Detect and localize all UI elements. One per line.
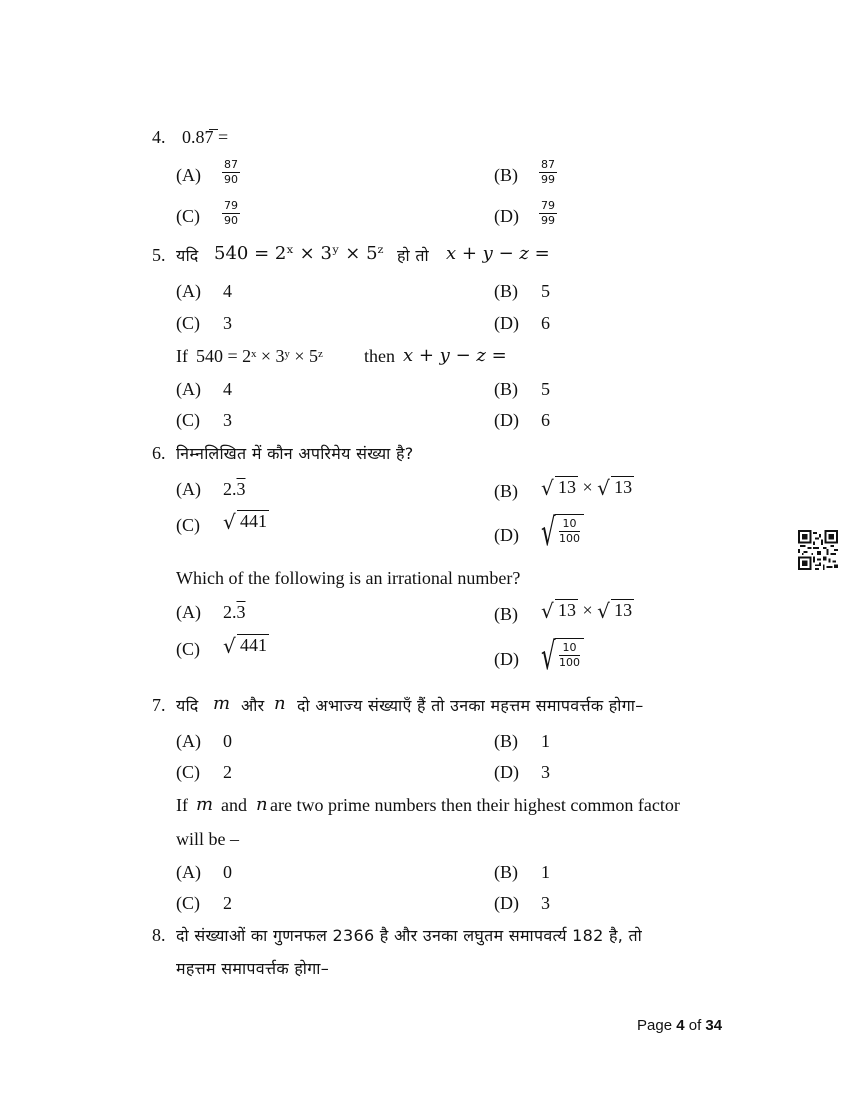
q6-en-option-a-label: (A): [176, 602, 201, 622]
q4-d-numerator: 79: [541, 199, 555, 212]
q7-en-option-c-value: 2: [223, 893, 232, 913]
q4-option-c-label: (C): [176, 206, 200, 226]
q4-option-d-fraction: [539, 199, 557, 228]
q7-hi-option-d-label: (D): [494, 762, 519, 782]
q8-stem-hindi-line2: महत्तम समापवर्त्तक होगा–: [176, 959, 330, 978]
q6-en-option-b-value: [541, 599, 634, 621]
sqrt-icon: √ 13: [541, 476, 576, 500]
q6-hi-option-b-value: [541, 476, 634, 498]
q6-hi-d-denominator: 100: [559, 532, 580, 545]
q6-en-option-b-label: (B): [494, 604, 518, 624]
sqrt-icon: √: [541, 510, 556, 554]
page-number: [637, 1017, 722, 1034]
q5-number: 5.: [152, 245, 166, 265]
q5-hi-option-c-value: 3: [223, 313, 232, 333]
sqrt-icon: √: [541, 634, 556, 678]
sqrt-icon: √ 13: [597, 476, 633, 500]
q7-stem-english-var-n: n: [256, 794, 268, 815]
q8-stem-hindi-line1: दो संख्याओं का गुणनफल 2366 है और उनका लघुतम समापवर्त्य 182 है, तो: [176, 926, 643, 945]
q6-hi-option-d-label: (D): [494, 525, 519, 545]
q6-en-a-base: 2.: [223, 602, 237, 622]
q5-en-option-a-label: (A): [176, 379, 201, 399]
q5-en-option-c-label: (C): [176, 410, 200, 430]
q4-b-numerator: 87: [541, 158, 555, 171]
q4-a-denominator: 90: [224, 173, 238, 186]
q5-stem-english-then: then: [364, 346, 395, 366]
q6-hi-option-a-label: (A): [176, 479, 201, 499]
q7-stem-hindi-var-m: m: [213, 693, 231, 714]
q7-stem-english-if: If: [176, 795, 188, 815]
q7-en-option-a-label: (A): [176, 862, 201, 882]
q7-en-option-d-label: (D): [494, 893, 519, 913]
q4-option-c-fraction: [222, 199, 240, 228]
q5-stem-hindi-ho-to: हो तो: [397, 246, 429, 265]
q4-c-denominator: 90: [224, 214, 238, 227]
q4-stem: 0.87̅ =: [182, 127, 229, 147]
q7-stem-english-and: and: [221, 795, 247, 815]
q5-en-option-d-value: 6: [541, 410, 550, 430]
q5-stem-expression: x + y − z =: [446, 243, 550, 264]
q6-number: 6.: [152, 443, 166, 463]
q6-hi-a-repeat: 3: [236, 479, 246, 499]
q6-en-c-radicand: 441: [237, 634, 269, 655]
q5-hi-option-a-value: 4: [223, 281, 232, 301]
q7-en-option-b-label: (B): [494, 862, 518, 882]
q7-en-option-a-value: 0: [223, 862, 232, 882]
q5-hi-option-c-label: (C): [176, 313, 200, 333]
q7-stem-hindi-rest: दो अभाज्य संख्याएँ हैं तो उनका महत्तम समापवर्त्तक होगा–: [297, 696, 644, 715]
page-prefix: Page: [637, 1017, 673, 1034]
q5-hi-option-b-value: 5: [541, 281, 550, 301]
q7-hi-option-b-value: 1: [541, 731, 550, 751]
q6-stem-hindi: निम्नलिखित में कौन अपरिमेय संख्या है?: [176, 444, 414, 463]
q7-stem-english-rest: are two prime numbers then their highest common factor: [270, 795, 680, 815]
q5-stem-english-expression: x + y − z =: [403, 345, 507, 366]
q6-hi-b-radicand-1: 13: [555, 476, 578, 497]
q7-stem-hindi-yadi: यदि: [176, 696, 199, 715]
q6-hi-option-c-label: (C): [176, 515, 200, 535]
q5-hi-option-d-label: (D): [494, 313, 519, 333]
q5-stem-english-equation: 540 = 2ˣ × 3ʸ × 5ᶻ: [196, 346, 323, 366]
q4-number: 4.: [152, 127, 166, 147]
q6-en-b-times: ×: [582, 600, 593, 620]
q6-stem-english: Which of the following is an irrational number?: [176, 568, 521, 588]
q6-hi-b-times: ×: [582, 477, 593, 497]
q8-number: 8.: [152, 925, 166, 945]
q7-stem-english-line2: will be –: [176, 829, 239, 849]
q4-option-d-label: (D): [494, 206, 519, 226]
q6-hi-option-c-value: [223, 510, 269, 532]
q7-stem-hindi-var-n: n: [274, 693, 286, 714]
q6-en-d-numerator: 10: [559, 641, 580, 656]
q4-option-b-fraction: [539, 158, 557, 187]
q7-stem-hindi-aur: और: [241, 696, 265, 715]
q6-en-a-repeat: 3: [236, 602, 246, 622]
q6-hi-d-numerator: 10: [559, 517, 580, 532]
q5-en-option-b-label: (B): [494, 379, 518, 399]
sqrt-icon: √ 13: [597, 599, 633, 623]
q7-hi-option-c-label: (C): [176, 762, 200, 782]
q5-hi-option-d-value: 6: [541, 313, 550, 333]
q6-en-option-c-value: [223, 634, 269, 656]
q6-en-option-a-value: [223, 601, 246, 623]
q6-en-option-d-label: (D): [494, 649, 519, 669]
q7-hi-option-c-value: 2: [223, 762, 232, 782]
q5-hi-option-a-label: (A): [176, 281, 201, 301]
q7-en-option-b-value: 1: [541, 862, 550, 882]
q6-hi-option-a-value: [223, 478, 246, 500]
q4-option-a-fraction: [222, 158, 240, 187]
sqrt-icon: √ 441: [223, 634, 267, 658]
q5-en-option-c-value: 3: [223, 410, 232, 430]
q7-hi-option-a-label: (A): [176, 731, 201, 751]
page-current: 4: [676, 1017, 685, 1034]
page-of: of: [688, 1017, 702, 1034]
q6-en-option-c-label: (C): [176, 639, 200, 659]
q4-option-a-label: (A): [176, 165, 201, 185]
q6-hi-c-radicand: 441: [237, 510, 269, 531]
q7-hi-option-d-value: 3: [541, 762, 550, 782]
q4-option-b-label: (B): [494, 165, 518, 185]
q4-c-numerator: 79: [224, 199, 238, 212]
q5-stem-equation: 540 = 2ˣ × 3ʸ × 5ᶻ: [214, 243, 384, 264]
q5-en-option-a-value: 4: [223, 379, 232, 399]
q7-hi-option-b-label: (B): [494, 731, 518, 751]
q4-b-denominator: 99: [541, 173, 555, 186]
page-total: 34: [705, 1017, 723, 1034]
q7-number: 7.: [152, 695, 166, 715]
q6-en-b-radicand-1: 13: [555, 599, 578, 620]
q6-hi-a-base: 2.: [223, 479, 237, 499]
qr-code-icon: [798, 530, 838, 570]
q5-en-option-b-value: 5: [541, 379, 550, 399]
q5-stem-english-if: If: [176, 346, 188, 366]
q7-hi-option-a-value: 0: [223, 731, 232, 751]
q4-a-numerator: 87: [224, 158, 238, 171]
q6-hi-option-b-label: (B): [494, 481, 518, 501]
sqrt-icon: √ 13: [541, 599, 576, 623]
q5-hi-option-b-label: (B): [494, 281, 518, 301]
q7-en-option-d-value: 3: [541, 893, 550, 913]
q7-en-option-c-label: (C): [176, 893, 200, 913]
q6-hi-b-radicand-2: 13: [611, 476, 634, 497]
q4-d-denominator: 99: [541, 214, 555, 227]
q7-stem-english-var-m: m: [196, 794, 214, 815]
q5-stem-hindi-yadi: यदि: [176, 246, 199, 265]
q6-en-d-denominator: 100: [559, 656, 580, 669]
sqrt-icon: √ 441: [223, 510, 267, 534]
q6-en-b-radicand-2: 13: [611, 599, 634, 620]
q5-en-option-d-label: (D): [494, 410, 519, 430]
